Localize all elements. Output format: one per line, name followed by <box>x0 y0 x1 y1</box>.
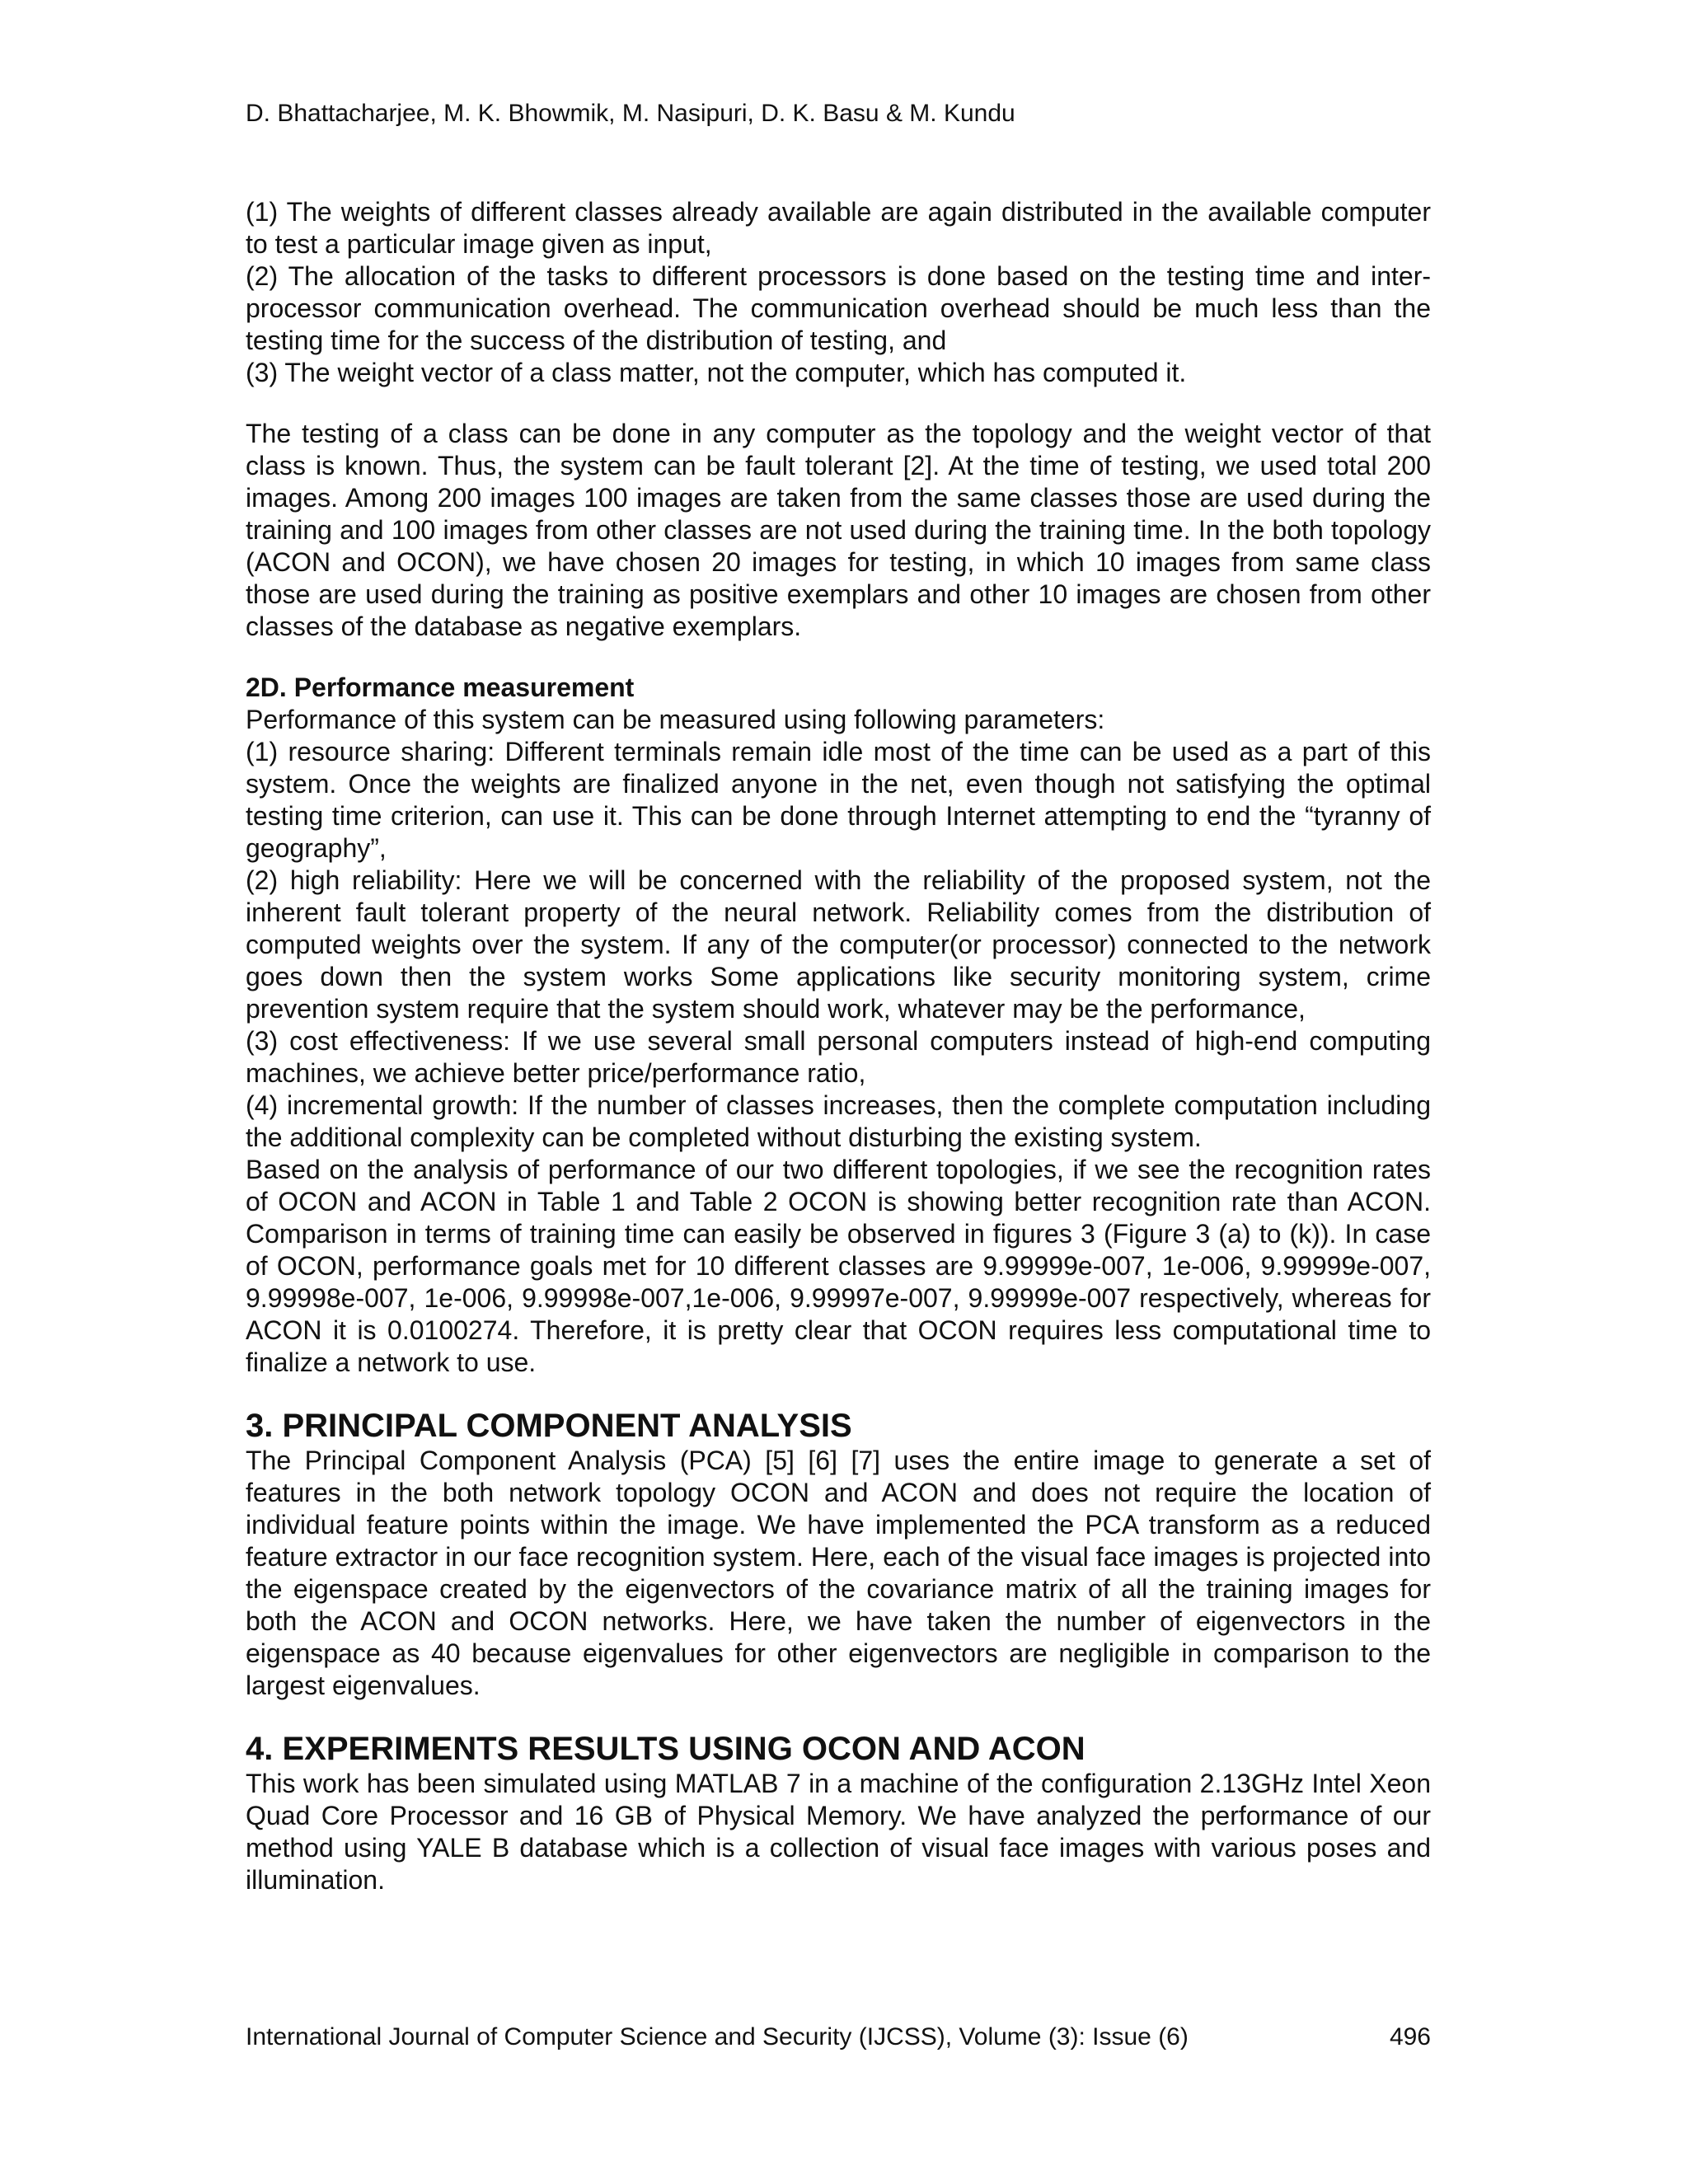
performance-item-high-reliability: (2) high reliability: Here we will be concerned with the reliability of the proposed system, not the inherent fault tolerant property of the neural network. Reliability comes from the distribution of computed weights over the system. If any of the computer(or processor) connected to the network goes down then the system works Some applications like security monitoring system, crime prevention system require that the system should work, whatever may be the performance, <box>246 865 1431 1024</box>
performance-intro: Performance of this system can be measured using following parameters: <box>246 705 1105 734</box>
main-text-column <box>246 196 1431 1896</box>
intro-list-item-3: (3) The weight vector of a class matter, not the computer, which has computed it. <box>246 358 1187 387</box>
running-header-authors: D. Bhattacharjee, M. K. Bhowmik, M. Nasipuri, D. K. Basu & M. Kundu <box>246 100 1015 127</box>
subsection-heading-2d: 2D. Performance measurement <box>246 673 635 702</box>
paragraph-spacer <box>246 389 1431 418</box>
section-heading-4: 4. EXPERIMENTS RESULTS USING OCON AND ACON <box>246 1731 1085 1767</box>
paragraph-spacer <box>246 643 1431 672</box>
intro-list-item-1: (1) The weights of different classes already available are again distributed in the available computer to test a particular image given as input, <box>246 197 1431 259</box>
footer-page-number: 496 <box>1389 2023 1431 2050</box>
intro-list-item-2: (2) The allocation of the tasks to different processors is done based on the testing time and inter-processor communication overhead. The communication overhead should be much less than the testing time for the success of the distribution of testing, and <box>246 261 1431 355</box>
footer-journal-citation: International Journal of Computer Science and Security (IJCSS), Volume (3): Issue (6) <box>246 2023 1189 2050</box>
section-4-body: This work has been simulated using MATLAB 7 in a machine of the configuration 2.13GHz Intel Xeon Quad Core Processor and 16 GB of Physical Memory. We have analyzed the performance of our method using YALE B database which is a collection of visual face images with various poses and illumination. <box>246 1769 1431 1895</box>
performance-item-resource-sharing: (1) resource sharing: Different terminals remain idle most of the time can be used as a part of this system. Once the weights are finalized anyone in the net, even though not satisfying the optimal testing time criterion, can use it. This can be done through Internet attempting to end the “tyranny of geography”, <box>246 737 1431 863</box>
testing-paragraph: The testing of a class can be done in any computer as the topology and the weight vector of that class is known. Thus, the system can be fault tolerant [2]. At the time of testing, we used total 200 images. Among 200 images 100 images are taken from the same classes those are used during the training and 100 images from other classes are not used during the training time. In the both topology (ACON and OCON), we have chosen 20 images for testing, in which 10 images from same class those are used during the training as positive exemplars and other 10 images are chosen from other classes of the database as negative exemplars. <box>246 419 1431 641</box>
section-3-body: The Principal Component Analysis (PCA) [5] [6] [7] uses the entire image to generate a set of features in the both network topology OCON and ACON and does not require the location of individual feature points within the image. We have implemented the PCA transform as a reduced feature extractor in our face recognition system. Here, each of the visual face images is projected into the eigenspace created by the eigenvectors of the covariance matrix of all the training images for both the ACON and OCON networks. Here, we have taken the number of eigenvectors in the eigenspace as 40 because eigenvalues for other eigenvectors are negligible in comparison to the largest eigenvalues. <box>246 1446 1431 1700</box>
section-heading-3: 3. PRINCIPAL COMPONENT ANALYSIS <box>246 1408 852 1444</box>
performance-item-incremental-growth: (4) incremental growth: If the number of classes increases, then the complete computation including the additional complexity can be completed without disturbing the existing system. <box>246 1090 1431 1152</box>
performance-item-cost-effectiveness: (3) cost effectiveness: If we use several small personal computers instead of high-end computing machines, we achieve better price/performance ratio, <box>246 1026 1431 1088</box>
page-footer <box>246 2021 1431 2054</box>
performance-analysis-paragraph: Based on the analysis of performance of our two different topologies, if we see the recognition rates of OCON and ACON in Table 1 and Table 2 OCON is showing better recognition rate than ACON. Comparison in terms of training time can easily be observed in figures 3 (Figure 3 (a) to (k)). In case of OCON, performance goals met for 10 different classes are 9.99999e-007, 1e-006, 9.99999e-007, 9.99998e-007, 1e-006, 9.99998e-007,1e-006, 9.99997e-007, 9.99999e-007 respectively, whereas for ACON it is 0.0100274. Therefore, it is pretty clear that OCON requires less computational time to finalize a network to use. <box>246 1155 1431 1377</box>
